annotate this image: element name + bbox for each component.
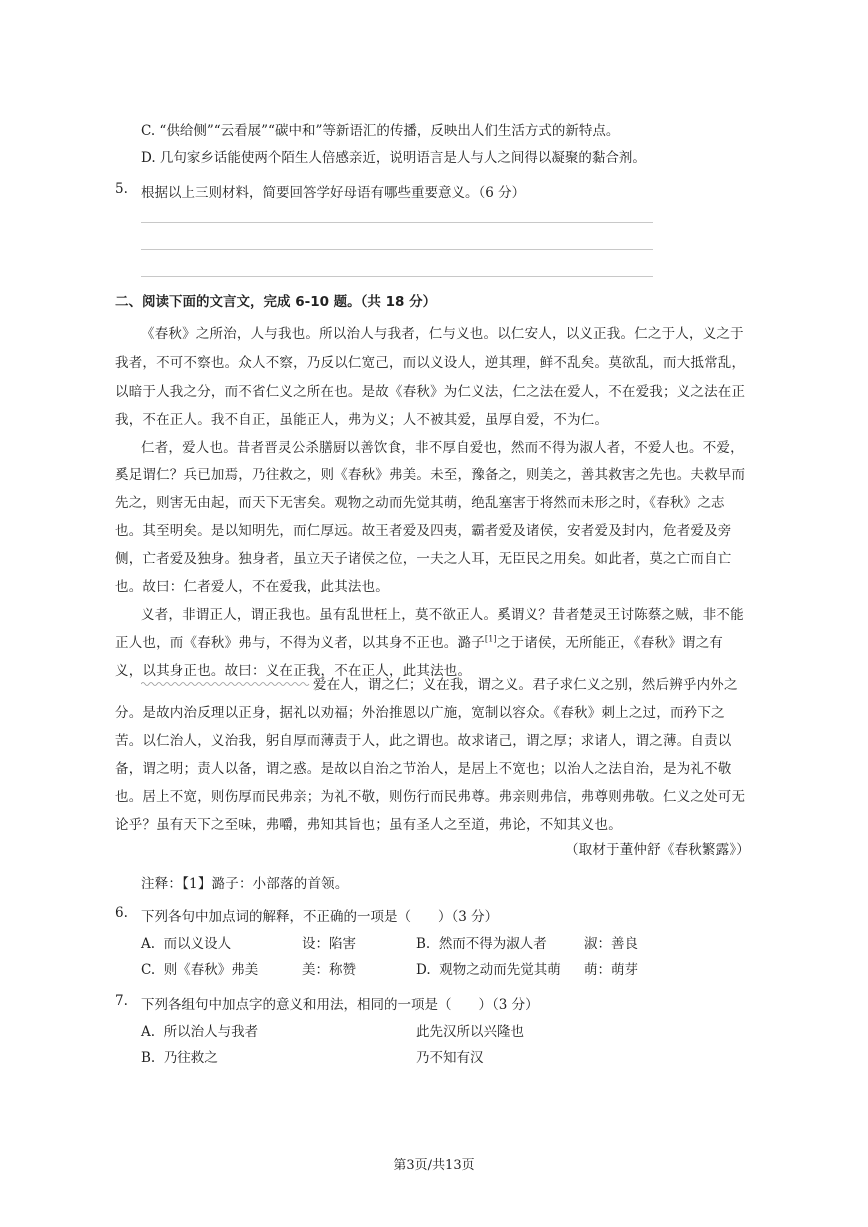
option-sentence: 则《春秋》弗美	[163, 962, 259, 978]
option-c-text: C. “供给侧”“云看展”“碳中和”等新语汇的传播，反映出人们生活方式的新特点。	[141, 123, 620, 139]
question-7-number: 7.	[115, 993, 128, 1009]
question-6-text: 下列各句中加点词的解释，不正确的一项是（ ）（3 分）	[141, 909, 499, 925]
passage-line: 备，谓之明；责人以备，谓之惑。是故以自治之节治人，是居上不宽也；以治人之法自治，是为礼不敬	[115, 761, 732, 777]
option-label: C.	[141, 962, 156, 978]
option-d-text: D. 几句家乡话能使两个陌生人倍感亲近，说明语言是人与人之间得以凝聚的黏合剂。	[141, 150, 646, 166]
passage-line: 也。居上不宽，则伤厚而民弗亲；为礼不敬，则伤行而民弗尊。弗亲则弗信，弗尊则弗敬。仁义之处可无	[115, 789, 746, 805]
question-6-number: 6.	[115, 905, 128, 921]
passage-line: 义，以其身正也。故曰：义在正我，不在正人，此其法也。	[115, 663, 472, 679]
q6-option-b[interactable]	[416, 932, 547, 952]
passage-line: 我，不在正人。我不自正，虽能正人，弗为义；人不被其爱，虽厚自爱，不为仁。	[115, 412, 609, 428]
passage-line: 论乎？虽有天下之至味，弗嚼，弗知其旨也；虽有圣人之至道，弗论，不知其义也。	[115, 817, 622, 833]
passage-segment: 正人也，而《春秋》弗与，不得为义者，以其身不正也。潞子	[115, 635, 485, 651]
q7-option-a-right: 此先汉所以兴隆也	[416, 1024, 524, 1040]
q7-option-b[interactable]	[141, 1046, 218, 1066]
option-sentence: 而以义设人	[163, 936, 232, 952]
passage-line: 也。故曰：仁者爱人，不在爱我，此其法也。	[115, 579, 389, 595]
passage-line: 奚足谓仁？兵已加焉，乃往救之，则《春秋》弗美。未至，豫备之，则美之，善其救害之先也。夫救早而	[115, 467, 746, 483]
passage-segment: 之于诸侯，无所能正，《春秋》谓之有	[496, 635, 723, 651]
question-5-number: 5.	[115, 181, 128, 197]
page-number-footer: 第3页/共13页	[393, 1158, 475, 1173]
q6-option-a[interactable]	[141, 932, 231, 952]
passage-line: 侧，亡者爱及独身。独身者，虽立天子诸侯之位，一夫之人耳，无臣民之用矣。如此者，莫之亡而自亡	[115, 551, 732, 567]
passage-line: 苦。以仁治人，义治我，躬自厚而薄责于人，此之谓也。故求诸己，谓之厚；求诸人，谓之薄。自责以	[115, 733, 732, 749]
passage-source: （取材于董仲舒《春秋繁露》）	[564, 842, 750, 858]
footnote-marker: [1]	[484, 634, 497, 644]
passage-line: 分。是故内治反理以正身，据礼以劝福；外治推恩以广施，宽制以容众。《春秋》刺上之过，而矜下之	[115, 705, 725, 721]
q6-option-d-gloss: 萌：萌芽	[584, 962, 638, 978]
passage-line: 爱在人，谓之仁；义在我，谓之义。君子求仁义之别，然后辨乎内外之	[313, 677, 738, 693]
option-sentence-left: 所以治人与我者	[163, 1024, 259, 1040]
q6-option-c[interactable]	[141, 958, 258, 978]
option-label: B.	[416, 936, 431, 952]
answer-line-2[interactable]	[141, 249, 653, 250]
footnote-text: 注释：【1】潞子：小部落的首领。	[141, 876, 349, 892]
q6-option-b-gloss: 淑：善良	[584, 936, 638, 952]
option-label: A.	[141, 936, 156, 952]
question-7-text: 下列各组句中加点字的意义和用法，相同的一项是（ ）（3 分）	[141, 997, 539, 1013]
q6-option-a-gloss: 设：陷害	[302, 936, 356, 952]
question-5-text: 根据以上三则材料，简要回答学好母语有哪些重要意义。（6 分）	[141, 185, 526, 201]
passage-line-with-footnote	[115, 631, 723, 651]
answer-line-3[interactable]	[141, 276, 653, 277]
blank-wavy-line	[141, 680, 311, 688]
passage-line: 以暗于人我之分，而不省仁义之所在也。是故《春秋》为仁义法，仁之法在爱人，不在爱我；义之法在正	[115, 384, 746, 400]
q6-option-d[interactable]	[416, 958, 561, 978]
option-sentence-left: 乃往救之	[163, 1050, 218, 1066]
option-label: A.	[141, 1024, 156, 1040]
passage-line: 先之，则害无由起，而天下无害矣。观物之动而先觉其萌，绝乱塞害于将然而未形之时，《春秋》之志	[115, 495, 725, 511]
answer-line-1[interactable]	[141, 222, 653, 223]
option-label: B.	[141, 1050, 156, 1066]
q7-option-a[interactable]	[141, 1020, 258, 1040]
passage-line: 《春秋》之所治，人与我也。所以治人与我者，仁与义也。以仁安人，以义正我。仁之于人，义之于	[141, 326, 744, 342]
q7-option-b-right: 乃不知有汉	[416, 1050, 484, 1066]
section-2-heading: 二、阅读下面的文言文，完成 6-10 题。（共 18 分）	[115, 294, 437, 310]
q6-option-c-gloss: 美：称赞	[302, 962, 356, 978]
option-label: D.	[416, 962, 431, 978]
option-sentence: 观物之动而先觉其萌	[439, 962, 561, 978]
passage-line: 也。其至明矣。是以知明先，而仁厚远。故王者爱及四夷，霸者爱及诸侯，安者爱及封内，危者爱及旁	[115, 523, 732, 539]
option-sentence: 然而不得为淑人者	[438, 936, 547, 952]
passage-line: 仁者，爱人也。昔者晋灵公杀膳厨以善饮食，非不厚自爱也，然而不得为淑人者，不爱人也。不爱，	[141, 440, 744, 456]
passage-line: 我者，不可不察也。众人不察，乃反以仁宽己，而以义设人，逆其理，鲜不乱矣。莫欲乱，而大抵常乱，	[115, 355, 746, 371]
passage-line: 义者，非谓正人，谓正我也。虽有乱世枉上，莫不欲正人。奚谓义？昔者楚灵王讨陈蔡之贼，非不能	[141, 607, 744, 623]
